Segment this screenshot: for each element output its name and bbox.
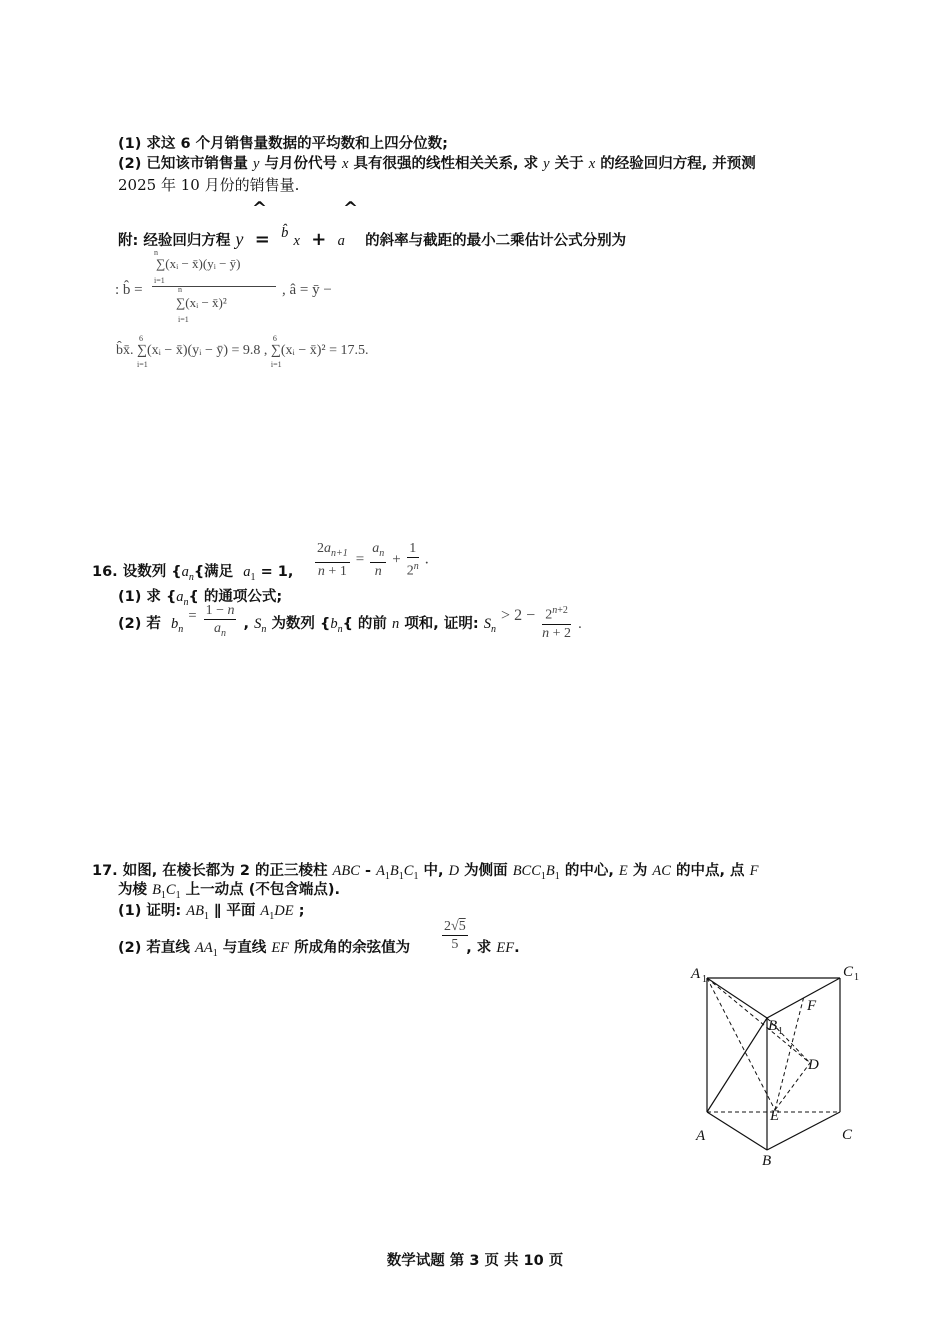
label-b: B	[762, 1153, 772, 1169]
q15-part1: (1) 求这 6 个月销售量数据的平均数和上四分位数;	[118, 136, 448, 152]
q16-stem: 16. 设数列 {$a_n${满足 $a_1 = 1$,	[92, 564, 294, 583]
b-denominator: ∑(xᵢ − x̄)²	[176, 295, 227, 310]
label-c1: C	[843, 964, 854, 980]
q16-part2: (2) 若 $b_n$ = $\frac{1 - n}{a_n}$ , $S_n$ 为数列 {$b_n${ 的前 n 项和, 证明: $S_n > 2$ − $\frac{2^{n+2}}{n + 2}$ .	[118, 603, 582, 641]
q15-given-values: b̂x̄. 6 i=1 ∑(xᵢ − x̄)(yᵢ − ȳ) = 9.8 , 6 i=1 ∑(xᵢ − x̄)² = 17.5.	[116, 334, 369, 369]
label-a: A	[696, 1128, 706, 1144]
svg-text:1: 1	[854, 972, 859, 983]
q15-note: 附: 经验回归方程 y = b̂ x + a 的斜率与截距的最小二乘估计公式分别为	[118, 225, 627, 250]
q16-part1: (1) 求 {$a_n${ 的通项公式;	[118, 589, 283, 608]
prism-figure	[680, 960, 870, 1175]
q17-part2: (2) 若直线 $AA_1$ 与直线 EF 所成角的余弦值为 , 求 EF.	[118, 940, 520, 959]
b-numerator: ∑(xᵢ − x̄)(yᵢ − ȳ)	[156, 256, 241, 271]
hat-icon: ^	[343, 198, 359, 219]
b-hat-fraction: n ∑(xᵢ − x̄)(yᵢ − ȳ) i=1 n ∑(xᵢ − x̄)² i=1	[152, 252, 276, 327]
q15-part2: (2) 已知该市销售量 y 与月份代号 x 具有很强的线性相关关系, 求 y 关于 x 的经验回归方程, 并预测	[118, 156, 756, 172]
svg-text:1: 1	[778, 1026, 783, 1037]
cosine-value: $\frac{2√5}{5}$	[444, 919, 466, 952]
label-c: C	[842, 1127, 853, 1143]
a-hat-formula: , â = ȳ −	[282, 282, 332, 298]
label-a1: A	[691, 966, 701, 982]
q17-stem-line1: 17. 如图, 在棱长都为 2 的正三棱柱 ABC - $A_1B_1C_1$ 中, D 为侧面 $BCC_1B_1$ 的中心, E 为 AC 的中点, 点 F	[92, 863, 759, 882]
label-b1: B	[768, 1018, 778, 1034]
label-f: F	[807, 998, 817, 1014]
q16-recurrence: $\frac{2a_{n+1}}{n + 1}$ = $\frac{a_n}{n}$ + $\frac{1}{2^n}$ .	[317, 541, 429, 579]
page-footer: 数学试题 第 3 页 共 10 页	[386, 1253, 564, 1269]
q15-part2-line2: 2025 年 10 月份的销售量.	[118, 176, 300, 194]
q17-part1: (1) 证明: $AB_1$ ∥ 平面 $A_1DE$ ;	[118, 903, 305, 922]
label-d: D	[808, 1057, 819, 1073]
q17-stem-line2: 为棱 $B_1C_1$ 上一动点 (不包含端点).	[118, 882, 340, 901]
svg-text:1: 1	[702, 974, 707, 985]
b-hat-label: : b̂ =	[115, 282, 143, 298]
hat-icon: ^	[252, 198, 268, 219]
label-e: E	[770, 1108, 780, 1124]
